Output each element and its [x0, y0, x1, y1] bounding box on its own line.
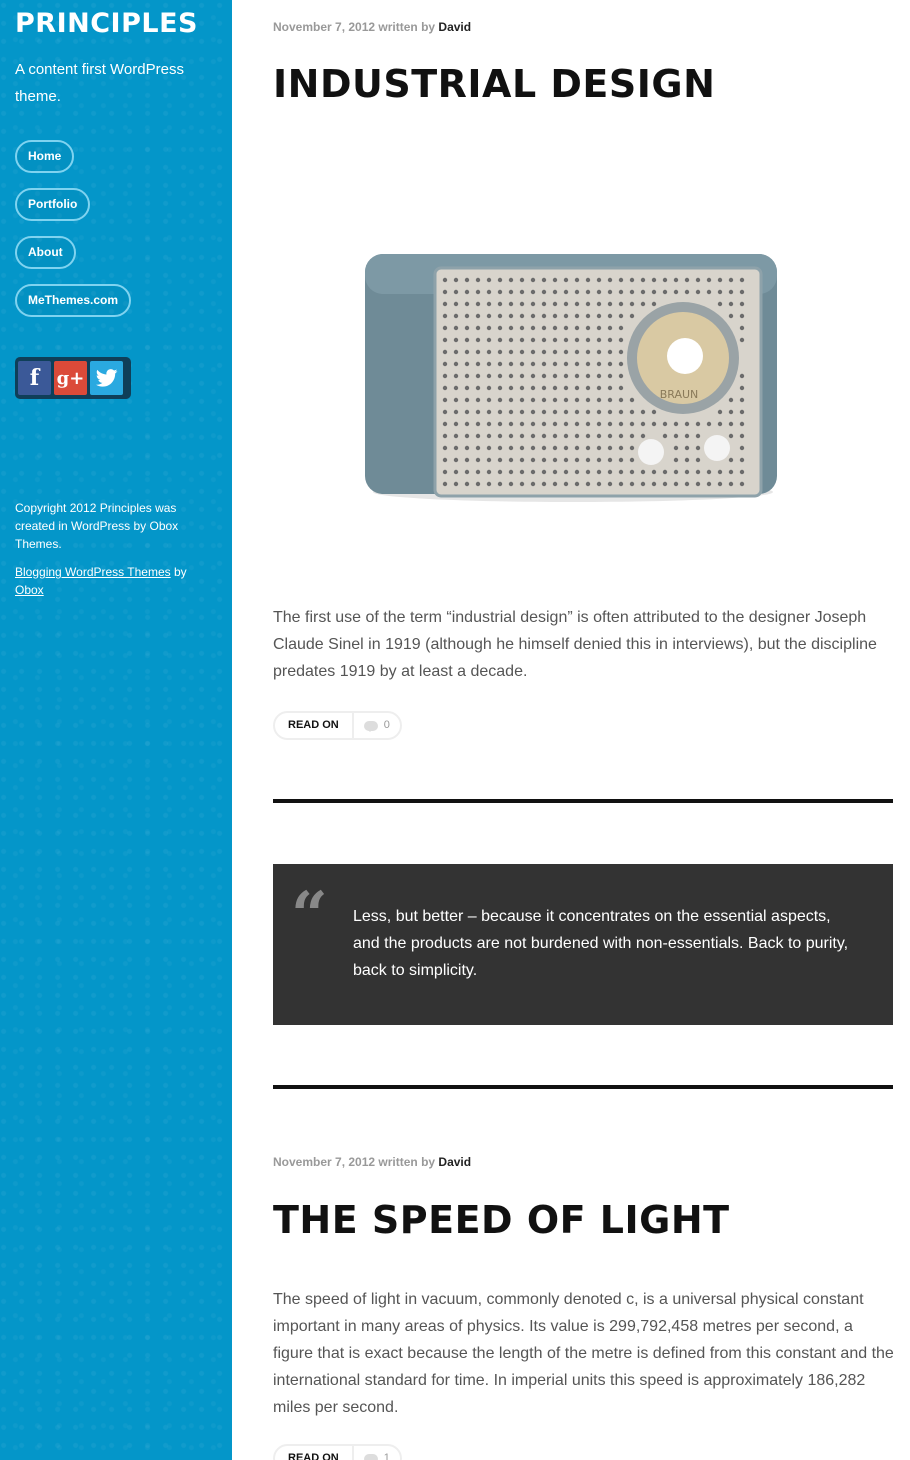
post-divider — [273, 799, 893, 803]
radio-brand-label: BRAUN — [659, 388, 699, 401]
post-excerpt: The speed of light in vacuum, commonly denoted c, is a universal physical constant important in many areas of physics. Its value is 299,792,458 metres per second, a figure that is exact because the length of the metre is defined from this constant and the international standard for time. In imperial units this speed is approximately 186,282 miles per second. — [273, 1291, 894, 1416]
sidebar — [0, 0, 232, 1460]
nav-item-home[interactable]: Home — [15, 140, 74, 173]
nav-item-about[interactable]: About — [15, 236, 76, 269]
post-author-link[interactable]: David — [438, 20, 472, 34]
post-title[interactable]: THE SPEED OF LIGHT — [273, 1198, 730, 1242]
post-title[interactable]: INDUSTRIAL DESIGN — [273, 62, 716, 106]
footer-link-obox[interactable]: Obox — [15, 583, 44, 597]
quote-text: Less, but better – because it concentrates on the essential aspects, and the products are not burdened with non-essentials. Back to purity, back to simplicity. — [353, 908, 849, 979]
nav-item-portfolio[interactable]: Portfolio — [15, 188, 90, 221]
footer-copyright: Copyright 2012 Principles was created in WordPress by Obox Themes. — [15, 501, 179, 551]
google-plus-icon[interactable]: g+ — [54, 361, 87, 395]
main-nav — [15, 140, 131, 332]
twitter-bird-icon — [96, 369, 118, 387]
nav-item-methemes[interactable]: MeThemes.com — [15, 284, 131, 317]
post-actions — [273, 1444, 402, 1460]
footer-link-blogging-themes[interactable]: Blogging WordPress Themes — [15, 565, 171, 579]
post-actions — [273, 711, 402, 740]
post-meta — [273, 1155, 471, 1169]
post-meta — [273, 20, 471, 34]
comment-bubble-icon — [364, 721, 378, 731]
written-by-text: written by — [375, 20, 439, 34]
comment-count: 1 — [383, 1452, 390, 1460]
comments-link[interactable] — [352, 713, 400, 738]
comment-bubble-icon — [364, 1454, 378, 1460]
comments-link[interactable] — [352, 1446, 400, 1460]
written-by-text: written by — [375, 1155, 439, 1169]
post-date: November 7, 2012 — [273, 1155, 376, 1169]
post-featured-image[interactable] — [363, 240, 783, 530]
post-date: November 7, 2012 — [273, 20, 376, 34]
footer-by-text: by — [170, 565, 187, 579]
facebook-icon[interactable]: f — [18, 361, 51, 395]
quote-post — [273, 864, 893, 1025]
braun-radio-illustration — [363, 240, 783, 530]
quote-mark-icon: “ — [291, 878, 328, 953]
read-on-button[interactable]: READ ON — [288, 719, 339, 731]
read-on-button[interactable]: READ ON — [288, 1452, 339, 1460]
post-author-link[interactable]: David — [438, 1155, 472, 1169]
site-tagline: A content first WordPress theme. — [15, 61, 184, 105]
footer-links — [15, 563, 205, 599]
twitter-icon[interactable] — [90, 361, 123, 395]
social-links — [15, 357, 131, 399]
post-excerpt: The first use of the term “industrial design” is often attributed to the designer Joseph Claude Sinel in 1919 (although he himself denied this in interviews), but the discipline predates 1919 by at least a decade. — [273, 609, 877, 680]
post-divider — [273, 1085, 893, 1089]
site-title[interactable]: PRINCIPLES — [15, 8, 198, 39]
comment-count: 0 — [383, 719, 390, 731]
